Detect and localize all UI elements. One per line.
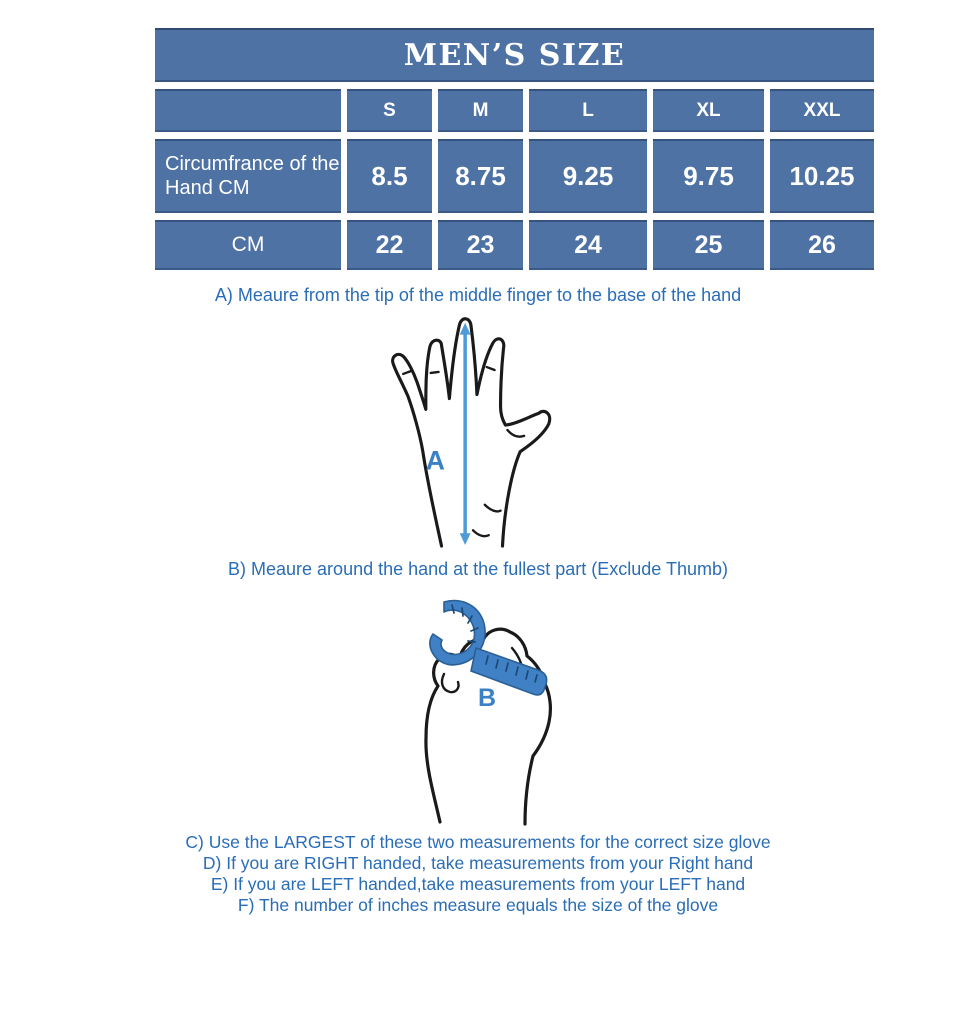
cm-value-l: 24 <box>529 220 647 270</box>
size-table <box>155 28 874 270</box>
instruction-c: C) Use the LARGEST of these two measurements for the correct size glove <box>185 832 771 852</box>
size-header-xl: XL <box>653 89 764 132</box>
instruction-e: E) If you are LEFT handed,take measurements from your LEFT hand <box>210 874 746 894</box>
open-hand-length-measure-icon <box>368 312 578 548</box>
circumference-value-xl: 9.75 <box>653 139 764 213</box>
instruction-d: D) If you are RIGHT handed, take measurements from your Right hand <box>202 853 754 873</box>
circumference-value-m: 8.75 <box>438 139 523 213</box>
size-header-s: S <box>347 89 432 132</box>
cm-value-xxl: 26 <box>770 220 874 270</box>
empty-corner-cell <box>155 89 341 132</box>
size-header-row <box>155 89 874 132</box>
cm-value-s: 22 <box>347 220 432 270</box>
instructions-block <box>0 832 956 916</box>
circumference-value-s: 8.5 <box>347 139 432 213</box>
instruction-a: A) Meaure from the tip of the middle finger to the base of the hand <box>214 285 742 305</box>
fist-tape-measure-icon <box>392 590 582 835</box>
circumference-value-l: 9.25 <box>529 139 647 213</box>
cm-value-m: 23 <box>438 220 523 270</box>
size-header-m: M <box>438 89 523 132</box>
table-row <box>155 139 874 213</box>
hand-outline <box>393 319 550 546</box>
label-b: B <box>478 684 497 712</box>
circumference-value-xxl: 10.25 <box>770 139 874 213</box>
size-header-xxl: XXL <box>770 89 874 132</box>
table-title: MEN’S SIZE <box>155 28 874 82</box>
row-label-circumference: Circumfrance of the Hand CM <box>155 139 341 213</box>
size-header-l: L <box>529 89 647 132</box>
row-label-cm: CM <box>155 220 341 270</box>
label-a: A <box>425 445 445 476</box>
instruction-f: F) The number of inches measure equals the size of the glove <box>237 895 719 915</box>
table-row <box>155 220 874 270</box>
cm-value-xl: 25 <box>653 220 764 270</box>
instruction-b: B) Meaure around the hand at the fullest part (Exclude Thumb) <box>228 559 728 579</box>
